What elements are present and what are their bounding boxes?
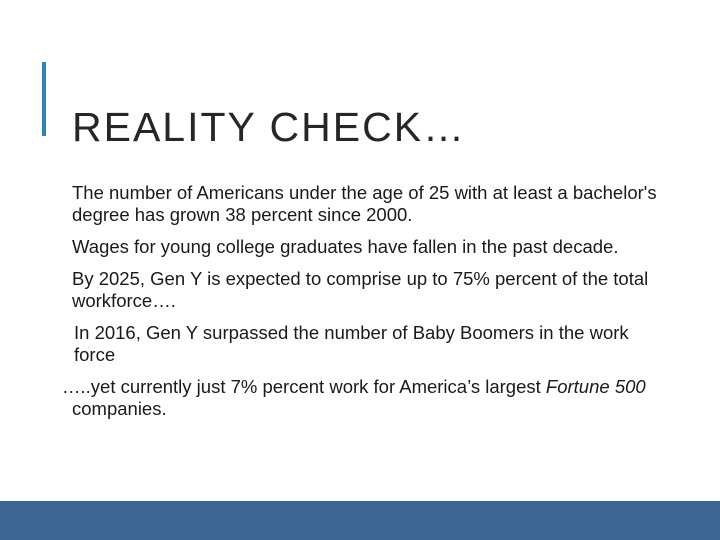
last-paragraph-suffix: companies.	[72, 398, 167, 419]
slide-title: REALITY CHECK…	[72, 104, 467, 151]
body-paragraph: By 2025, Gen Y is expected to comprise up to 75% percent of the total workforce….	[72, 268, 649, 311]
footer-bar	[0, 501, 720, 540]
slide-body	[62, 182, 662, 430]
body-paragraph: Wages for young college graduates have fallen in the past decade.	[72, 236, 619, 257]
body-paragraph-last	[62, 376, 662, 420]
body-paragraph: In 2016, Gen Y surpassed the number of Baby Boomers in the work force	[74, 322, 629, 365]
body-paragraph: The number of Americans under the age of 25 with at least a bachelor's degree has grown 38 percent since 2000.	[72, 182, 657, 225]
fortune-500-italic: Fortune 500	[545, 376, 646, 397]
last-paragraph-prefix: …..yet currently just 7% percent work for America’s largest	[62, 376, 546, 397]
title-accent-bar	[42, 62, 46, 136]
